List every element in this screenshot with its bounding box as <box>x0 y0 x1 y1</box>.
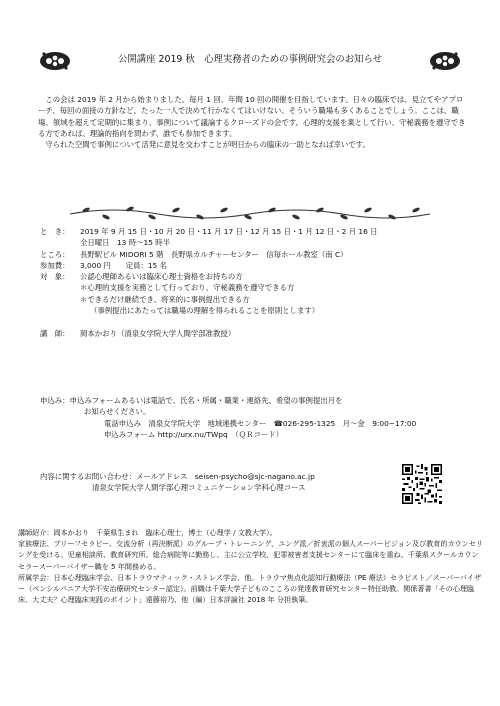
intro-section <box>38 94 468 150</box>
date-sub: 全日曜日 13 時～15 時半 <box>80 238 171 248</box>
date-row <box>40 226 470 237</box>
lecturer-bio <box>18 527 484 605</box>
target-row <box>40 271 470 282</box>
bio-paragraph: 所属学会：日本心理臨床学会、日本トラウマティック・ストレス学会、他。トラウマ焦点化認知行動療法（PE 療法）セラピスト／スーパーバイザー（ペンシルバニア大学不安治療研究センター認定）。前職は千葉大学子どものこころの発達教育研究センター特任助教。関係著書「その心理臨床、大丈夫？心理臨床実践のポイント」遠藤裕乃、他（編）日本評論社 2018 年 分担執筆。 <box>18 572 482 605</box>
bio-paragraph: 家族療法、ブリーフセラピー、交流分析（再決断派）のグループ・トレーニング、ユング派／折衷派の個人スーパービジョン及び教育的カウンセリングを受ける。児童相談所、教育研究所、総合病院等に勤務し、主に公立学校、犯罪被害者支援センターにて臨床を重ね、千葉県スクールカウンセラースーパーバイザー職を 5 年間務める。 <box>18 539 483 571</box>
fee-value: 3,000 円 定員：15 名 <box>80 260 167 270</box>
place-label: ところ： <box>40 249 70 259</box>
target-condition: ＊心理的支援を実務として行っており、守秘義務を遵守できる方 <box>80 283 295 293</box>
target-note: （事例提出にあたっては職場の理解を得られることを原則とします） <box>90 305 320 315</box>
vine-divider-icon <box>66 204 434 222</box>
apply-line: お知らせください。 <box>84 407 151 417</box>
apply-form-link[interactable]: 申込みフォーム http://urx.nu/TWpq （ＱＲコード） <box>104 429 284 439</box>
contact-section <box>40 471 400 494</box>
event-details <box>40 226 470 339</box>
target-value: 公認心理師あるいは臨床心理士資格をお持ちの方 <box>80 272 243 281</box>
lecturer-value: 岡本かおり（清泉女学院大学人間学部准教授） <box>80 329 236 338</box>
apply-phone: 電話申込み 清泉女学院大学 地域連携センター ☎026-295-1325 月～金 9:00~17:00 <box>104 418 417 428</box>
target-condition: ＊できるだけ継続でき、将来的に事例提出できる方 <box>80 294 250 304</box>
lecturer-row <box>40 328 470 339</box>
place-value: 長野駅ビル MIDORI 5 階 長野県カルチャーセンター 信毎ホール教室（南 C） <box>80 249 348 259</box>
apply-line: 申込み：申込みフォームあるいは電話で、氏名・所属・職業・連絡先、希望の事例提出月を <box>40 396 343 405</box>
place-row <box>40 249 470 260</box>
target-label: 対 象： <box>40 272 70 281</box>
intro-paragraph: 守られた空間で事例について活発に意見を交わすことが明日からの臨床の一助となれば幸いです。 <box>45 140 370 149</box>
application-section <box>40 395 470 440</box>
header <box>38 50 462 72</box>
intro-paragraph: この会は 2019 年 2 月から始まりました。毎月 1 回、年間 10 回の開催を目指しています。日々の臨床では、見立てやアプローチ、毎回の面接の方針など、たった一人で決めて行かなくてはいけない、そういう職場も多くあることでしょう。ここは、職場、領域を超えて定期的に集まり、事例について議論するクローズドの会です。心理的支援を業として行い、守秘義務を遵守できる方であれば、理論的指向を問わず、誰でも参加できます。 <box>38 95 466 138</box>
date-label: と き： <box>40 227 70 236</box>
fee-label: 参加費： <box>40 260 70 270</box>
fee-row <box>40 260 470 271</box>
bio-paragraph: 講師紹介：岡本かおり 千葉県生まれ 臨床心理士，博士（心理学 / 文教大学）。 <box>18 528 277 537</box>
date-value: 2019 年 9 月 15 日・10 月 20 日・11 月 17 日・12 月 15 日・1 月 12 日・2 月 16 日 <box>80 227 378 236</box>
contact-affiliation: 清泉女学院大学人間学部心理コミュニケーション学科心理コース <box>92 483 306 493</box>
contact-email[interactable]: 内容に関するお問い合わせ：メールアドレス seisen-psycho@sjc-nagano.ac.jp <box>40 472 315 481</box>
flower-stamp-icon <box>38 50 72 72</box>
page-title: 公開講座 2019 秋 心理実務者のための事例研究会のお知らせ <box>118 54 382 65</box>
qr-code-icon[interactable] <box>402 464 442 504</box>
lecturer-label: 講 師： <box>40 329 70 338</box>
flower-stamp-icon <box>428 50 462 72</box>
